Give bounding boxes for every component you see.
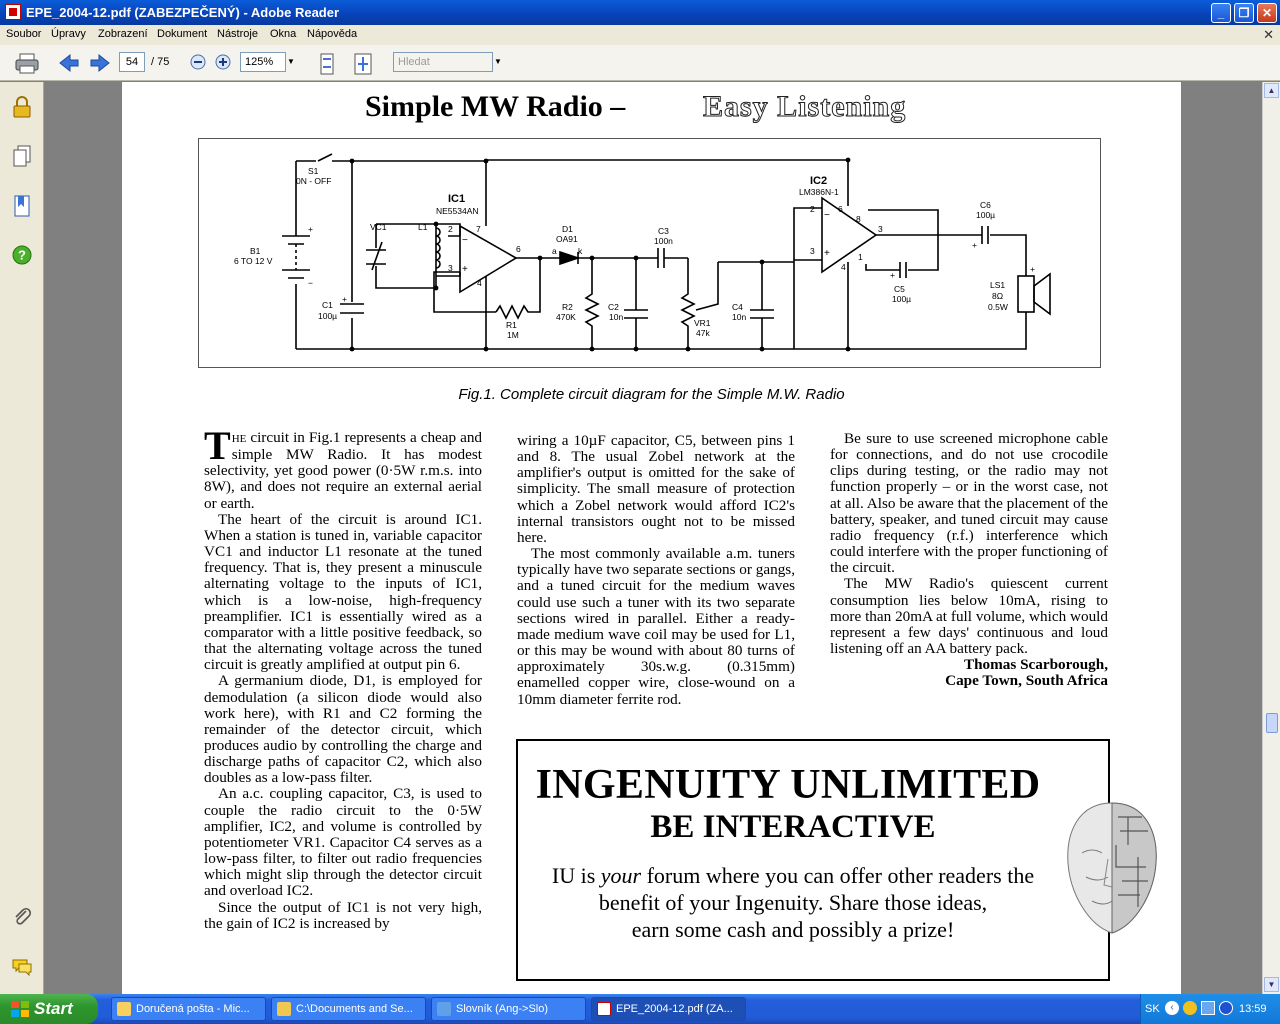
vertical-scrollbar[interactable]	[1262, 82, 1280, 994]
paragraph: The heart of the circuit is around IC1. When a station is tuned in, variable capacitor VC1 and inductor L1 resonate at the tuned frequency. That is, they present a minuscule alternating voltage to the inputs of IC1, which is a low-noise, high-frequency preamplifier. IC1 is essentially wired as a comparator with a little positive feedback, so that the alternating voltage across the tuned circuit is greatly amplified at output pin 6.	[204, 510, 482, 674]
document-close-icon[interactable]: ✕	[1263, 27, 1274, 42]
start-label: Start	[34, 999, 73, 1018]
toolbar	[0, 45, 1280, 81]
ic2-pin1: 1	[858, 252, 863, 262]
pages-icon[interactable]	[11, 145, 33, 167]
c1-label: C1	[322, 300, 333, 310]
menu-soubor[interactable]: Soubor	[6, 28, 42, 40]
taskbar-item-adobe-reader[interactable]: EPE_2004-12.pdf (ZA...	[591, 997, 746, 1021]
figure-caption: Fig.1. Complete circuit diagram for the Simple M.W. Radio	[458, 386, 845, 403]
c4-label: C4	[732, 302, 743, 312]
c6-label: C6	[980, 200, 991, 210]
iu-body	[518, 862, 1068, 943]
taskbar	[0, 994, 1280, 1024]
text-column-1	[204, 423, 483, 932]
d1-cathode: k	[578, 246, 583, 256]
title-bar[interactable]	[0, 0, 1280, 25]
ic1-pin2: 2	[448, 224, 453, 234]
paragraph: The most commonly available a.m. tuners typically have two separate sections or gangs, and a tuned circuit for the medium waves could use such a tuner with its two separate sections wired in parallel. Either a ready-made medium wave coil may be used for L1, or this may be wound with about 80 turns of approximately 30s.w.g. (0.315mm) enamelled copper wire, close-wound on a 10mm diameter ferrite rod.	[517, 545, 795, 708]
d1-anode: a	[552, 246, 557, 256]
next-page-icon[interactable]	[89, 53, 111, 73]
c2-label: C2	[608, 302, 619, 312]
iu-line-2: benefit of your Ingenuity. Share those ideas,	[598, 890, 988, 915]
d1-label: D1	[562, 224, 573, 234]
robot-face-icon	[1058, 797, 1166, 939]
close-button[interactable]: ✕	[1257, 3, 1277, 23]
taskbar-item-outlook[interactable]: Doručená pošta - Mic...	[111, 997, 266, 1021]
comments-icon[interactable]	[11, 956, 33, 978]
ls1-label: LS1	[990, 280, 1006, 290]
b1-plus: +	[308, 224, 313, 234]
c5-value: 100µ	[892, 294, 912, 304]
network-icon[interactable]	[1201, 1001, 1215, 1015]
paragraph: THE circuit in Fig.1 represents a cheap and simple MW Radio. It has modest selectivity, yet good power (0·5W r.m.s. into 8W), and does not require an external aerial or earth.	[204, 423, 483, 512]
ls1-plus: +	[1030, 264, 1035, 274]
ic2-pin2: 2	[810, 204, 815, 214]
start-button[interactable]	[0, 994, 98, 1024]
search-dropdown-icon[interactable]: ▼	[494, 57, 502, 66]
c3-value: 100n	[654, 236, 673, 246]
b1-value: 6 TO 12 V	[234, 256, 273, 266]
article-title: Simple MW Radio –	[365, 90, 626, 123]
ic1-pin6: 6	[516, 244, 521, 254]
pdf-page	[122, 82, 1181, 994]
previous-page-icon[interactable]	[58, 53, 80, 73]
c3-label: C3	[658, 226, 669, 236]
paragraph: wiring a 10µF capacitor, C5, between pins 1 and 8. The usual Zobel network at the amplifier's output is omitted for the sake of simplicity. The small measure of protection which a Zobel network would afford IC2's internal transistors ought not to be missed here.	[517, 432, 795, 546]
taskbar-item-dictionary[interactable]: Slovník (Ang->Slo)	[431, 997, 586, 1021]
page-number-input[interactable]: 54	[119, 52, 145, 72]
bookmarks-icon[interactable]	[11, 195, 33, 217]
clock: 13:59	[1239, 1003, 1267, 1015]
author-location: Cape Town, South Africa	[945, 672, 1108, 690]
system-tray	[1140, 994, 1280, 1024]
pdf-icon	[597, 1002, 611, 1016]
ic2-label: IC2	[810, 175, 828, 187]
iu-line-3: earn some cash and possibly a prize!	[631, 917, 955, 942]
help-icon[interactable]	[11, 244, 33, 266]
iu-subhead: BE INTERACTIVE	[650, 809, 936, 845]
ls1-impedance: 8Ω	[992, 291, 1004, 301]
s1-function: 0N - OFF	[296, 176, 332, 186]
ingenuity-unlimited-box	[516, 739, 1110, 981]
ic2-part: LM386N-1	[799, 187, 839, 197]
fit-page-icon[interactable]	[353, 53, 373, 75]
single-page-icon[interactable]	[318, 53, 336, 75]
ic2-minus: −	[824, 210, 830, 221]
s1-label: S1	[308, 166, 319, 176]
ic1-pin3: 3	[448, 263, 453, 273]
windows-logo-icon	[10, 1000, 30, 1018]
bluetooth-icon[interactable]	[1219, 1001, 1233, 1015]
iu-line-1: IU is your forum where you can offer other readers the	[551, 863, 1035, 888]
ic2-pin4: 4	[841, 262, 846, 272]
r1-value: 1M	[507, 330, 519, 340]
text-column-2	[517, 433, 795, 708]
ic1-label: IC1	[448, 193, 466, 205]
menu-napoveda[interactable]: Nápověda	[307, 28, 358, 40]
taskbar-item-explorer[interactable]: C:\Documents and Se...	[271, 997, 426, 1021]
menu-nastroje[interactable]: Nástroje	[217, 28, 258, 40]
author-name: Thomas Scarborough,	[963, 656, 1108, 674]
messenger-icon[interactable]	[1183, 1001, 1197, 1015]
search-input[interactable]: Hledat	[393, 52, 493, 72]
dictionary-icon	[437, 1002, 451, 1016]
navigation-sidebar	[0, 82, 44, 994]
paragraph: The MW Radio's quiescent current consumption lies below 10mA, rising to more than 20mA at full volume, which would represent a few days' continuous and loud listening off an AA battery pack.	[830, 575, 1108, 658]
paragraph: Since the output of IC1 is not very high, the gain of IC2 is increased by	[204, 898, 482, 932]
window-title: EPE_2004-12.pdf (ZABEZPEČENÝ) - Adobe Reader	[26, 5, 340, 20]
folder-icon	[277, 1002, 291, 1016]
ic2-pin3: 3	[810, 246, 815, 256]
ic2-plus: +	[824, 248, 830, 259]
r2-label: R2	[562, 302, 573, 312]
lock-icon[interactable]	[11, 96, 33, 118]
b1-minus: −	[308, 278, 313, 288]
page-total: / 75	[151, 56, 170, 68]
language-indicator[interactable]: SK	[1145, 1003, 1160, 1015]
scroll-down-icon[interactable]: ▼	[1264, 977, 1279, 992]
ic2-pin6: 6	[838, 204, 843, 214]
ic1-plus: +	[462, 264, 468, 275]
b1-label: B1	[250, 246, 261, 256]
c1-plus: +	[342, 294, 347, 304]
article-title-outline: Easy Listening	[703, 90, 907, 123]
drop-cap: T	[204, 423, 231, 468]
menu-upravy[interactable]: Úpravy	[51, 28, 86, 40]
zoom-dropdown-icon[interactable]: ▼	[287, 57, 295, 66]
c5-plus: +	[890, 270, 895, 280]
scroll-thumb[interactable]	[1266, 713, 1278, 733]
vr1-value: 47k	[696, 328, 710, 338]
ic1-minus: −	[462, 235, 468, 246]
circuit-diagram	[198, 138, 1102, 370]
ls1-power: 0.5W	[988, 302, 1008, 312]
menu-okna[interactable]: Okna	[270, 28, 297, 40]
c6-plus: +	[972, 240, 977, 250]
minimize-button[interactable]: _	[1211, 3, 1231, 23]
text-column-3	[830, 431, 1108, 690]
menu-dokument[interactable]: Dokument	[157, 28, 208, 40]
drop-cap-rest: HE	[231, 433, 247, 445]
r1-label: R1	[506, 320, 517, 330]
d1-part: OA91	[556, 234, 578, 244]
attachments-icon[interactable]	[11, 906, 33, 928]
paragraph: A germanium diode, D1, is employed for demodulation (a silicon diode would also work here), with R1 and C2 forming the remainder of the detector circuit, which produces audio by controlling the charge and discharge paths of capacitor C2, which also doubles as a low-pass filter.	[204, 672, 482, 787]
c4-value: 10n	[732, 312, 747, 322]
c2-value: 10n	[609, 312, 624, 322]
menu-bar	[0, 25, 1280, 45]
ic2-output-pin3: 3	[878, 224, 883, 234]
zoom-input[interactable]: 125%	[240, 52, 286, 72]
svg-text:?: ?	[18, 247, 26, 263]
print-icon[interactable]	[14, 53, 40, 75]
c5-label: C5	[894, 284, 905, 294]
r2-value: 470K	[556, 312, 576, 322]
pdf-app-icon	[5, 4, 21, 20]
iu-headline: INGENUITY UNLIMITED	[535, 762, 1041, 808]
menu-zobrazeni[interactable]: Zobrazení	[98, 28, 148, 40]
ic1-pin4: 4	[477, 278, 482, 288]
paragraph: Be sure to use screened microphone cable for connections, and do not use crocodile clips during testing, or the radio may not function properly – or in the worst case, not at all. Also be aware that the placement of the battery, speaker, and tuned circuit may cause radio frequency (r.f.) interference which could interfere with the proper functioning of the circuit.	[830, 430, 1108, 577]
scroll-up-icon[interactable]: ▲	[1264, 83, 1279, 98]
vr1-label: VR1	[694, 318, 711, 328]
ic1-part: NE5534AN	[436, 206, 479, 216]
paragraph: An a.c. coupling capacitor, C3, is used to couple the radio circuit to the 0·5W amplifier, IC2, and volume is controlled by potentiometer VR1. Capacitor C4 serves as a low-pass filter, to filter out radio frequencies which might slip through the detector circuit and overload IC2.	[204, 785, 482, 900]
vc1-label: VC1	[370, 222, 387, 232]
l1-label: L1	[418, 222, 428, 232]
zoom-in-icon[interactable]	[214, 53, 232, 71]
document-view[interactable]	[44, 82, 1262, 994]
zoom-out-icon[interactable]	[189, 53, 207, 71]
maximize-button[interactable]: ❐	[1234, 3, 1254, 23]
ic2-pin8: 8	[856, 214, 861, 224]
outlook-icon	[117, 1002, 131, 1016]
ic1-pin7: 7	[476, 224, 481, 234]
c6-value: 100µ	[976, 210, 996, 220]
tray-expand-icon[interactable]: ‹	[1165, 1001, 1179, 1015]
c1-value: 100µ	[318, 311, 338, 321]
